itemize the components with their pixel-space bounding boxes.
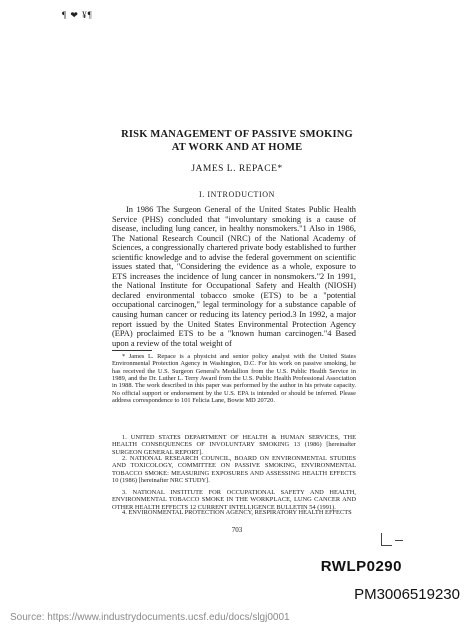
article-title-line-1: RISK MANAGEMENT OF PASSIVE SMOKING — [121, 129, 353, 140]
corner-marks: ¶ ❤ ¥¶ — [62, 10, 93, 20]
author-name: JAMES L. REPACE* — [191, 164, 283, 174]
bracket-mark — [381, 533, 392, 546]
footnote-author: * James L. Repace is a physicist and senior policy analyst with the United States Environmental Protection Agency in Washington, D.C. For his work on passive smoking, he has received the U.S. Surgeon General's Medallion from the U.S. Public Health Service in 1989, and the Dr. Luther L. Terry Award from the U.S. Public Health Professional Association in 1988. The work described in this paper was performed by the author in his private capacity. No official support or endorsement by the U.S. EPA is intended or should be inferred. Please address correspondence to 101 Felicia Lane, Bowie MD 20720. — [112, 353, 356, 405]
footnote-3: 3. NATIONAL INSTITUTE FOR OCCUPATIONAL SAFETY AND HEALTH, ENVIRONMENTAL TOBACCO SMOKE IN THE WORKPLACE, LUNG CANCER AND OTHER HEALTH EFFECTS 12 CURRENT INTELLIGENCE BULLETIN 54 (1991). — [112, 489, 356, 511]
document-code-stamp: RWLP0290 — [320, 558, 402, 575]
page-number: 703 — [231, 526, 243, 534]
footnote-2: 2. NATIONAL RESEARCH COUNCIL, BOARD ON ENVIRONMENTAL STUDIES AND TOXICOLOGY, COMMITTEE ON PASSIVE SMOKING, ENVIRONMENTAL TOBACCO SMOKE: MEASURING EXPOSURES AND ASSESSING HEALTH EFFECTS 10 (1986) [hereinafter NRC STUDY]. — [112, 455, 356, 485]
source-url-line: Source: https://www.industrydocuments.ucsf.edu/docs/slgj0001 — [10, 612, 290, 623]
bates-number-stamp: PM3006519230 — [354, 586, 460, 603]
article-title-line-2: AT WORK AND AT HOME — [171, 142, 303, 153]
footnote-divider — [112, 350, 152, 351]
bracket-tick-mark — [395, 540, 403, 541]
body-paragraph: In 1986 The Surgeon General of the United States Public Health Service (PHS) concluded that "involuntary smoking is a cause of disease, including lung cancer, in healthy nonsmokers."1 Also in 1986, The National Research Council (NRC) of the National Academy of Sciences, a congressionally chartered private body established to further scientific knowledge and to advise the federal government on scientific issues stated that, "Considering the evidence as a whole, exposure to ETS increases the incidence of lung cancer in nonsmokers."2 In 1991, the National Institute for Occupational Safety and Health (NIOSH) declared environmental tobacco smoke (ETS) to be a "potential occupational carcinogen," legal terminology for a substance capable of causing human cancer or reducing its latency period.3 In 1992, a major report issued by the United States Environmental Protection Agency (EPA) proclaimed ETS to be a "known human carcinogen."4 Based upon a review of the total weight of — [112, 205, 356, 348]
footnote-1: 1. UNITED STATES DEPARTMENT OF HEALTH & HUMAN SERVICES, THE HEALTH CONSEQUENCES OF INVOLUNTARY SMOKING 13 (1986) [hereinafter SURGEON GENERAL REPORT]. — [112, 434, 356, 456]
section-heading: I. INTRODUCTION — [198, 190, 276, 199]
footnote-4: 4. ENVIRONMENTAL PROTECTION AGENCY, RESPIRATORY HEALTH EFFECTS — [122, 509, 352, 516]
